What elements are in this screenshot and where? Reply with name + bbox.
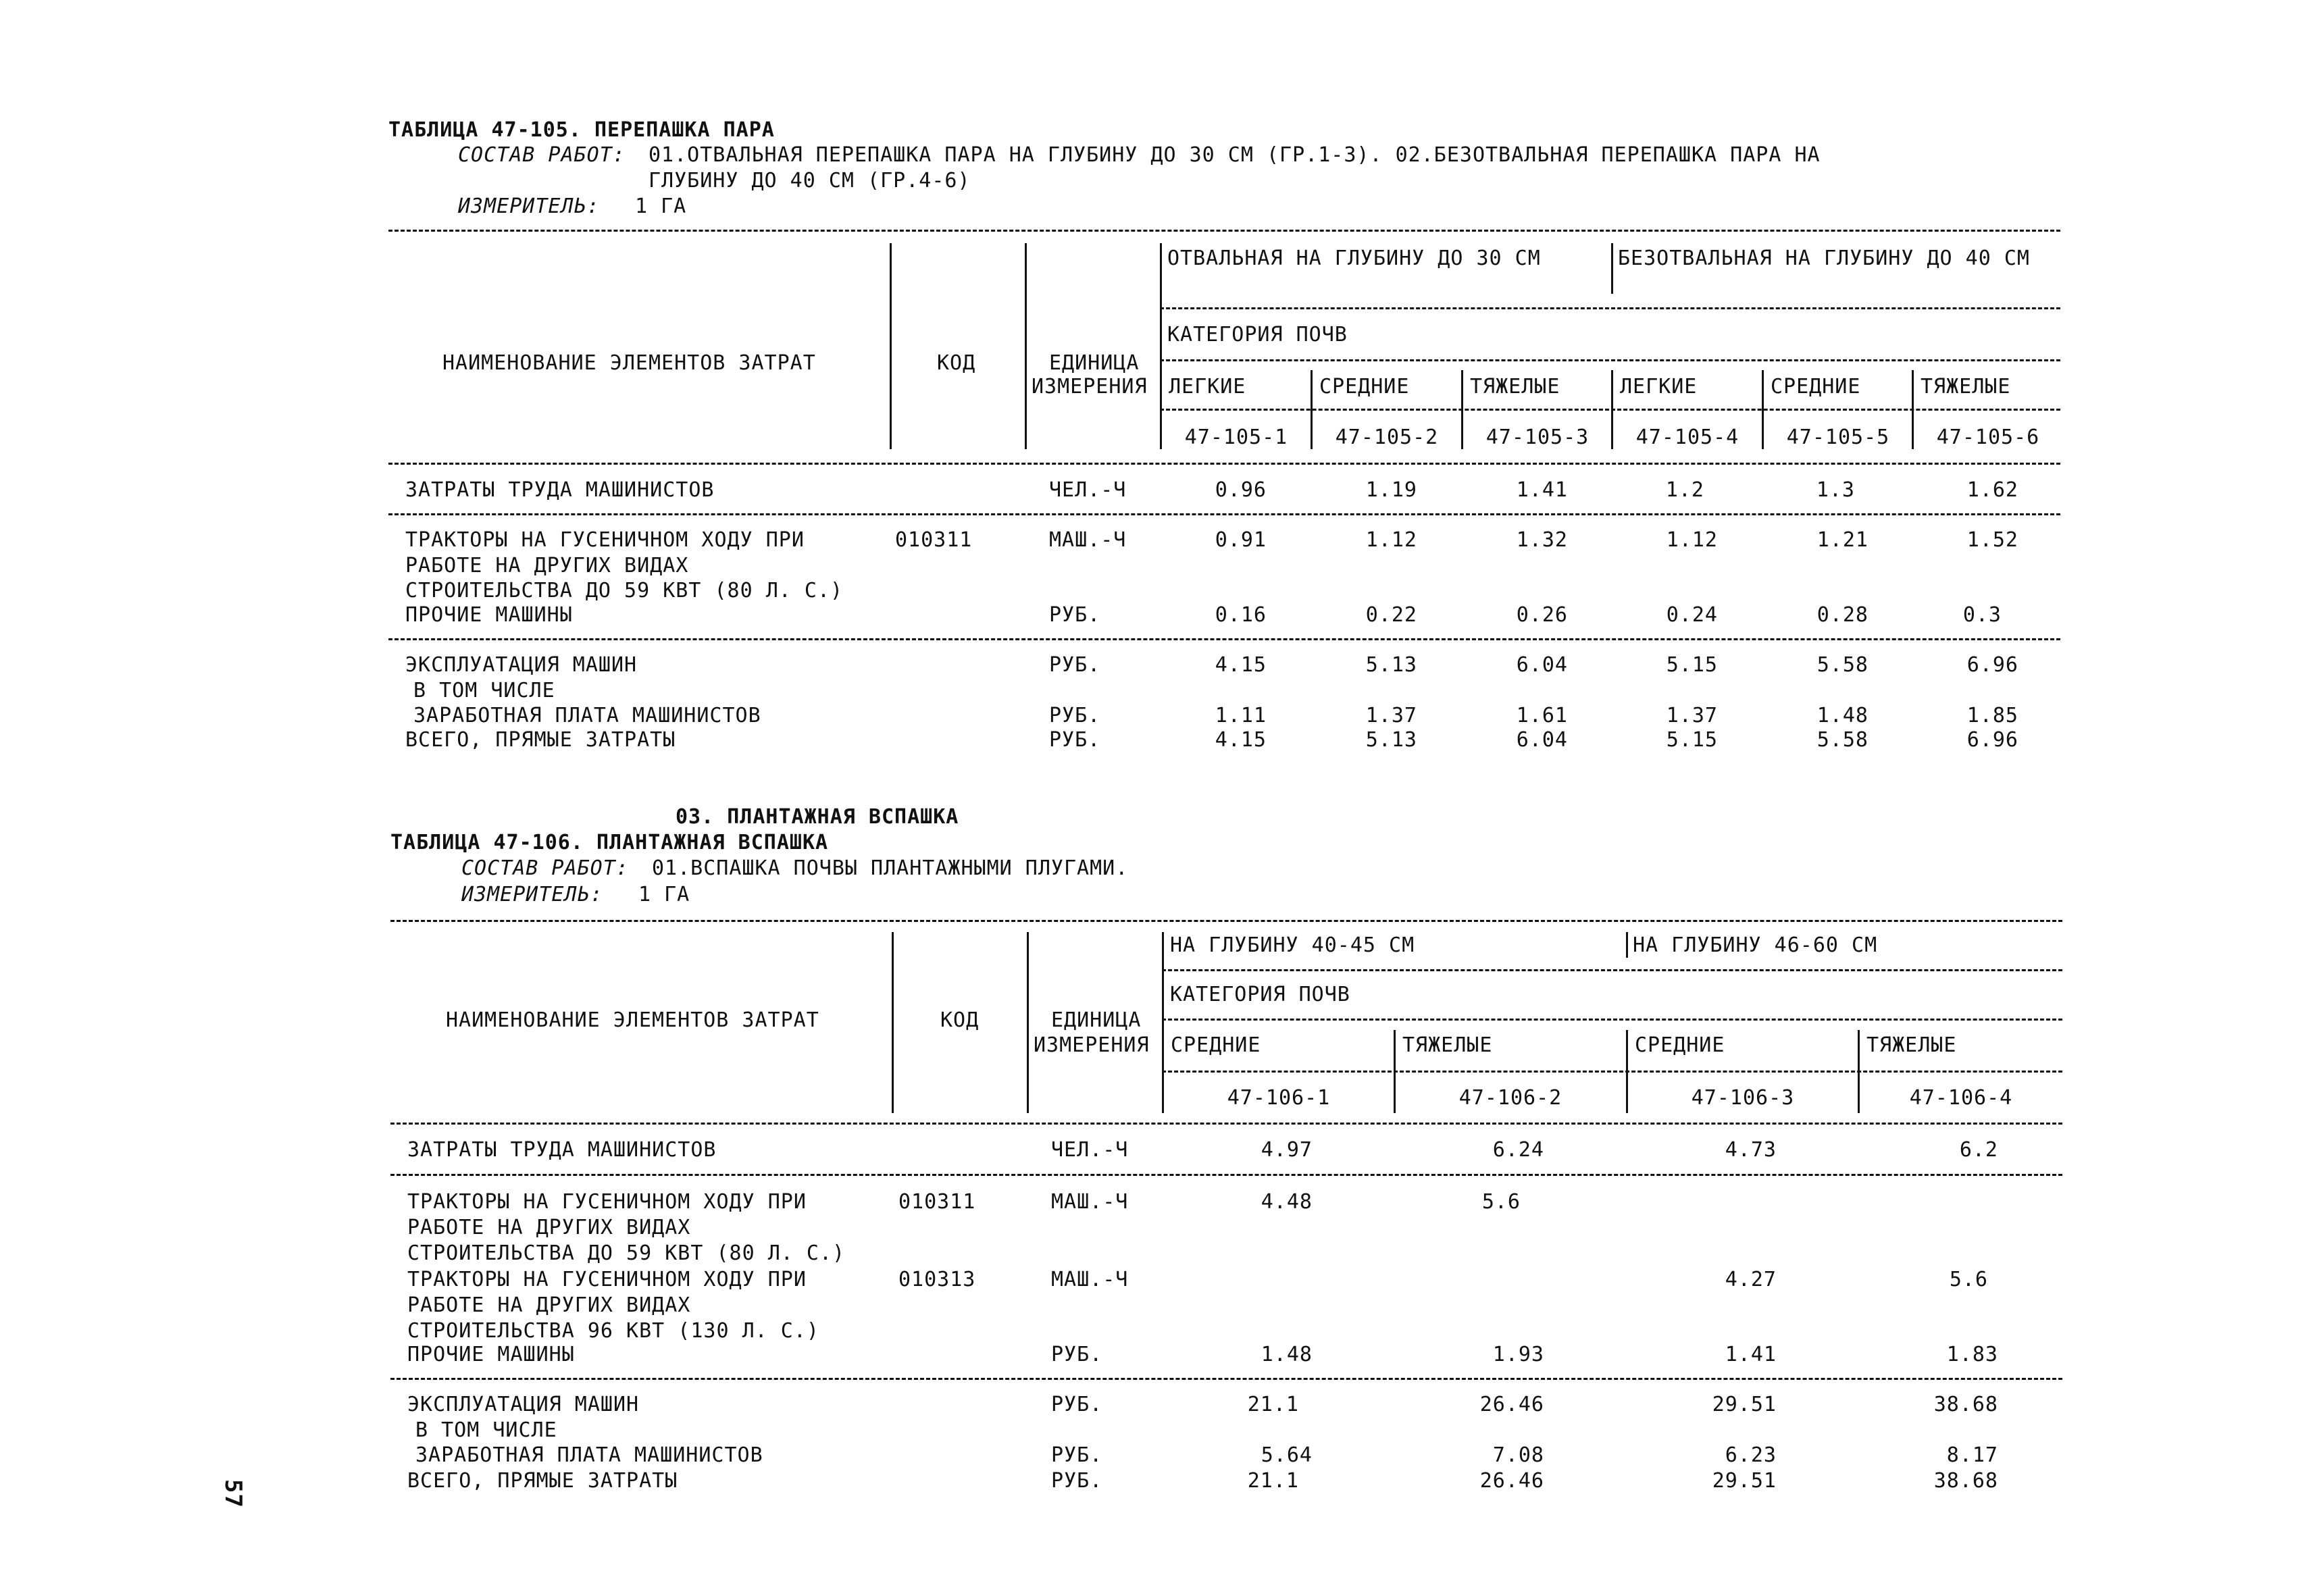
value-cell: 0.91: [1215, 528, 1267, 552]
col-header-code: КОД: [940, 1008, 980, 1032]
row-code: 010311: [898, 1190, 976, 1214]
row-name-cont: СТРОИТЕЛЬСТВА ДО 59 КВТ (80 Л. С.): [405, 579, 844, 602]
value-cell: 0.16: [1215, 603, 1267, 627]
value-cell: 1.83: [1946, 1343, 1998, 1366]
soil-header: ТЯЖЕЛЫЕ: [1921, 375, 2011, 398]
value-cell: 6.04: [1516, 728, 1568, 752]
soil-header: СРЕДНИЕ: [1319, 375, 1410, 398]
row-unit: РУБ.: [1049, 704, 1101, 727]
row-unit: РУБ.: [1051, 1343, 1103, 1366]
value-cell: 0.26: [1516, 603, 1568, 627]
row-unit: МАШ.-Ч: [1051, 1268, 1129, 1291]
rule: [388, 513, 2060, 515]
value-cell: 1.48: [1816, 704, 1869, 727]
value-cell: 4.97: [1261, 1138, 1313, 1162]
divider: [1025, 243, 1027, 449]
value-cell: 4.27: [1725, 1268, 1777, 1291]
divider: [1611, 243, 1613, 294]
column-code: 47-106-3: [1691, 1086, 1795, 1110]
row-unit: ЧЕЛ.-Ч: [1051, 1138, 1129, 1162]
value-cell: 1.21: [1816, 528, 1869, 552]
value-cell: 0.28: [1816, 603, 1869, 627]
measure-value: 1 ГА: [638, 883, 690, 906]
row-name-cont: РАБОТЕ НА ДРУГИХ ВИДАХ: [405, 554, 689, 577]
row-name: ЗАТРАТЫ ТРУДА МАШИНИСТОВ: [407, 1138, 717, 1162]
row-name-cont: СТРОИТЕЛЬСТВА 96 КВТ (130 Л. С.): [407, 1319, 819, 1343]
value-cell: 5.13: [1365, 653, 1417, 677]
soil-header: СРЕДНИЕ: [1771, 375, 1861, 398]
divider: [1027, 932, 1029, 1113]
value-cell: 6.96: [1966, 728, 2018, 752]
row-unit: РУБ.: [1049, 603, 1101, 627]
row-name: ВСЕГО, ПРЯМЫЕ ЗАТРАТЫ: [407, 1469, 678, 1493]
composition-text: 01.ОТВАЛЬНАЯ ПЕРЕПАШКА ПАРА НА ГЛУБИНУ ДО 30 СМ (ГР.1-3). 02.БЕЗОТВАЛЬНАЯ ПЕРЕПАШКА ПАРА НА: [649, 143, 1821, 167]
composition-label: СОСТАВ РАБОТ:: [461, 856, 629, 880]
column-code: 47-105-5: [1786, 426, 1890, 449]
value-cell: 38.68: [1933, 1469, 1998, 1493]
row-name: ЗАТРАТЫ ТРУДА МАШИНИСТОВ: [405, 478, 715, 502]
value-cell: 1.32: [1516, 528, 1568, 552]
soil-header: ЛЕГКИЕ: [1169, 375, 1246, 398]
rule: [1162, 1071, 2062, 1073]
value-cell: 4.15: [1215, 653, 1267, 677]
soil-header: ТЯЖЕЛЫЕ: [1402, 1033, 1493, 1057]
value-cell: 8.17: [1946, 1443, 1998, 1467]
value-cell: 0.22: [1365, 603, 1417, 627]
column-code: 47-105-6: [1936, 426, 2040, 449]
composition-text: 01.ВСПАШКА ПОЧВЫ ПЛАНТАЖНЫМИ ПЛУГАМИ.: [652, 856, 1129, 880]
page-number: 57: [220, 1479, 247, 1508]
value-cell: 1.19: [1365, 478, 1417, 502]
value-cell: 6.23: [1725, 1443, 1777, 1467]
group-header-depth-46-60: НА ГЛУБИНУ 46-60 СМ: [1633, 933, 1878, 957]
value-cell: 29.51: [1712, 1469, 1777, 1493]
row-name: В ТОМ ЧИСЛЕ: [415, 1418, 557, 1442]
value-cell: 4.15: [1215, 728, 1267, 752]
row-name: ПРОЧИЕ МАШИНЫ: [405, 603, 573, 627]
row-unit: РУБ.: [1051, 1393, 1103, 1416]
rule: [388, 463, 2060, 465]
rule: [390, 920, 2062, 922]
rule: [1162, 1019, 2062, 1021]
column-code: 47-105-3: [1485, 426, 1590, 449]
soil-category-header: КАТЕГОРИЯ ПОЧВ: [1167, 323, 1348, 346]
rule: [1160, 409, 2060, 411]
value-cell: 1.93: [1492, 1343, 1544, 1366]
rule: [1160, 307, 2060, 309]
divider: [1160, 243, 1162, 449]
column-code: 47-106-1: [1227, 1086, 1331, 1110]
group-header-depth-40-45: НА ГЛУБИНУ 40-45 СМ: [1170, 933, 1415, 957]
value-cell: 6.96: [1966, 653, 2018, 677]
rule: [1162, 969, 2062, 971]
row-name-cont: РАБОТЕ НА ДРУГИХ ВИДАХ: [407, 1293, 691, 1317]
row-name: ТРАКТОРЫ НА ГУСЕНИЧНОМ ХОДУ ПРИ: [407, 1190, 807, 1214]
composition-text-cont: ГЛУБИНУ ДО 40 СМ (ГР.4-6): [649, 169, 971, 192]
row-name: ЗАРАБОТНАЯ ПЛАТА МАШИНИСТОВ: [413, 704, 761, 727]
value-cell: 5.58: [1816, 728, 1869, 752]
column-code: 47-106-2: [1458, 1086, 1562, 1110]
value-cell: 1.12: [1365, 528, 1417, 552]
col-header-unit-2: ИЗМЕРЕНИЯ: [1034, 1033, 1150, 1057]
value-cell: 1.85: [1966, 704, 2018, 727]
column-code: 47-105-2: [1335, 426, 1439, 449]
value-cell: 5.15: [1666, 653, 1718, 677]
rule: [390, 1378, 2062, 1380]
rule: [1160, 359, 2060, 361]
value-cell: 6.2: [1959, 1138, 1998, 1162]
row-unit: МАШ.-Ч: [1051, 1190, 1129, 1214]
value-cell: 0.96: [1215, 478, 1267, 502]
col-header-unit: ЕДИНИЦА: [1049, 351, 1140, 375]
value-cell: 4.48: [1261, 1190, 1313, 1214]
measure-value: 1 ГА: [635, 195, 687, 218]
divider: [890, 243, 892, 449]
col-header-name: НАИМЕНОВАНИЕ ЭЛЕМЕНТОВ ЗАТРАТ: [446, 1008, 819, 1032]
column-code: 47-105-1: [1184, 426, 1288, 449]
value-cell: 5.6: [1949, 1268, 1988, 1291]
value-cell: 21.1: [1247, 1469, 1299, 1493]
row-name: ЭКСПЛУАТАЦИЯ МАШИН: [405, 653, 638, 677]
composition-label: СОСТАВ РАБОТ:: [458, 143, 626, 167]
table-title: ТАБЛИЦА 47-105. ПЕРЕПАШКА ПАРА: [388, 118, 775, 142]
value-cell: 7.08: [1492, 1443, 1544, 1467]
section-title: 03. ПЛАНТАЖНАЯ ВСПАШКА: [676, 805, 959, 829]
value-cell: 5.6: [1481, 1190, 1521, 1214]
column-code: 47-105-4: [1635, 426, 1739, 449]
value-cell: 1.48: [1261, 1343, 1313, 1366]
value-cell: 21.1: [1247, 1393, 1299, 1416]
value-cell: 4.73: [1725, 1138, 1777, 1162]
soil-header: СРЕДНИЕ: [1171, 1033, 1261, 1057]
group-header-nonmoldboard: БЕЗОТВАЛЬНАЯ НА ГЛУБИНУ ДО 40 СМ: [1618, 247, 2030, 270]
row-name: ПРОЧИЕ МАШИНЫ: [407, 1343, 575, 1366]
soil-header: ЛЕГКИЕ: [1620, 375, 1698, 398]
col-header-code: КОД: [937, 351, 976, 375]
column-code: 47-106-4: [1909, 1086, 2013, 1110]
col-header-unit-2: ИЗМЕРЕНИЯ: [1032, 375, 1148, 398]
row-unit: РУБ.: [1051, 1443, 1103, 1467]
value-cell: 26.46: [1479, 1393, 1544, 1416]
value-cell: 1.52: [1966, 528, 2018, 552]
row-name: ТРАКТОРЫ НА ГУСЕНИЧНОМ ХОДУ ПРИ: [405, 528, 805, 552]
row-unit: ЧЕЛ.-Ч: [1049, 478, 1127, 502]
value-cell: 1.12: [1666, 528, 1718, 552]
rule: [388, 230, 2060, 232]
value-cell: 1.61: [1516, 704, 1568, 727]
soil-category-header: КАТЕГОРИЯ ПОЧВ: [1170, 983, 1350, 1006]
value-cell: 5.15: [1666, 728, 1718, 752]
value-cell: 29.51: [1712, 1393, 1777, 1416]
row-unit: РУБ.: [1051, 1469, 1103, 1493]
row-name: ЗАРАБОТНАЯ ПЛАТА МАШИНИСТОВ: [415, 1443, 763, 1467]
value-cell: 5.58: [1816, 653, 1869, 677]
row-code: 010313: [898, 1268, 976, 1291]
soil-header: СРЕДНИЕ: [1635, 1033, 1725, 1057]
value-cell: 1.41: [1516, 478, 1568, 502]
divider: [1626, 932, 1628, 958]
row-unit: РУБ.: [1049, 653, 1101, 677]
soil-header: ТЯЖЕЛЫЕ: [1866, 1033, 1957, 1057]
rule: [390, 1123, 2062, 1125]
value-cell: 1.41: [1725, 1343, 1777, 1366]
value-cell: 1.2: [1665, 478, 1704, 502]
row-name: В ТОМ ЧИСЛЕ: [413, 679, 555, 702]
value-cell: 1.11: [1215, 704, 1267, 727]
value-cell: 26.46: [1479, 1469, 1544, 1493]
soil-header: ТЯЖЕЛЫЕ: [1470, 375, 1560, 398]
row-name: ЭКСПЛУАТАЦИЯ МАШИН: [407, 1393, 640, 1416]
value-cell: 5.13: [1365, 728, 1417, 752]
value-cell: 1.37: [1365, 704, 1417, 727]
value-cell: 0.24: [1666, 603, 1718, 627]
row-unit: РУБ.: [1049, 728, 1101, 752]
table-title: ТАБЛИЦА 47-106. ПЛАНТАЖНАЯ ВСПАШКА: [390, 831, 829, 854]
measure-label: ИЗМЕРИТЕЛЬ:: [461, 883, 603, 906]
measure-label: ИЗМЕРИТЕЛЬ:: [458, 195, 600, 218]
row-code: 010311: [895, 528, 973, 552]
rule: [388, 638, 2060, 640]
value-cell: 1.3: [1816, 478, 1855, 502]
row-name-cont: РАБОТЕ НА ДРУГИХ ВИДАХ: [407, 1216, 691, 1239]
row-name: ВСЕГО, ПРЯМЫЕ ЗАТРАТЫ: [405, 728, 676, 752]
divider: [892, 932, 894, 1113]
group-header-moldboard: ОТВАЛЬНАЯ НА ГЛУБИНУ ДО 30 СМ: [1167, 247, 1541, 270]
rule: [390, 1174, 2062, 1176]
value-cell: 1.62: [1966, 478, 2018, 502]
col-header-unit: ЕДИНИЦА: [1051, 1008, 1142, 1032]
row-name: ТРАКТОРЫ НА ГУСЕНИЧНОМ ХОДУ ПРИ: [407, 1268, 807, 1291]
row-unit: МАШ.-Ч: [1049, 528, 1127, 552]
row-name-cont: СТРОИТЕЛЬСТВА ДО 59 КВТ (80 Л. С.): [407, 1241, 846, 1265]
value-cell: 5.64: [1261, 1443, 1313, 1467]
col-header-name: НАИМЕНОВАНИЕ ЭЛЕМЕНТОВ ЗАТРАТ: [442, 351, 816, 375]
value-cell: 0.3: [1962, 603, 2002, 627]
value-cell: 6.24: [1492, 1138, 1544, 1162]
value-cell: 6.04: [1516, 653, 1568, 677]
value-cell: 1.37: [1666, 704, 1718, 727]
value-cell: 38.68: [1933, 1393, 1998, 1416]
